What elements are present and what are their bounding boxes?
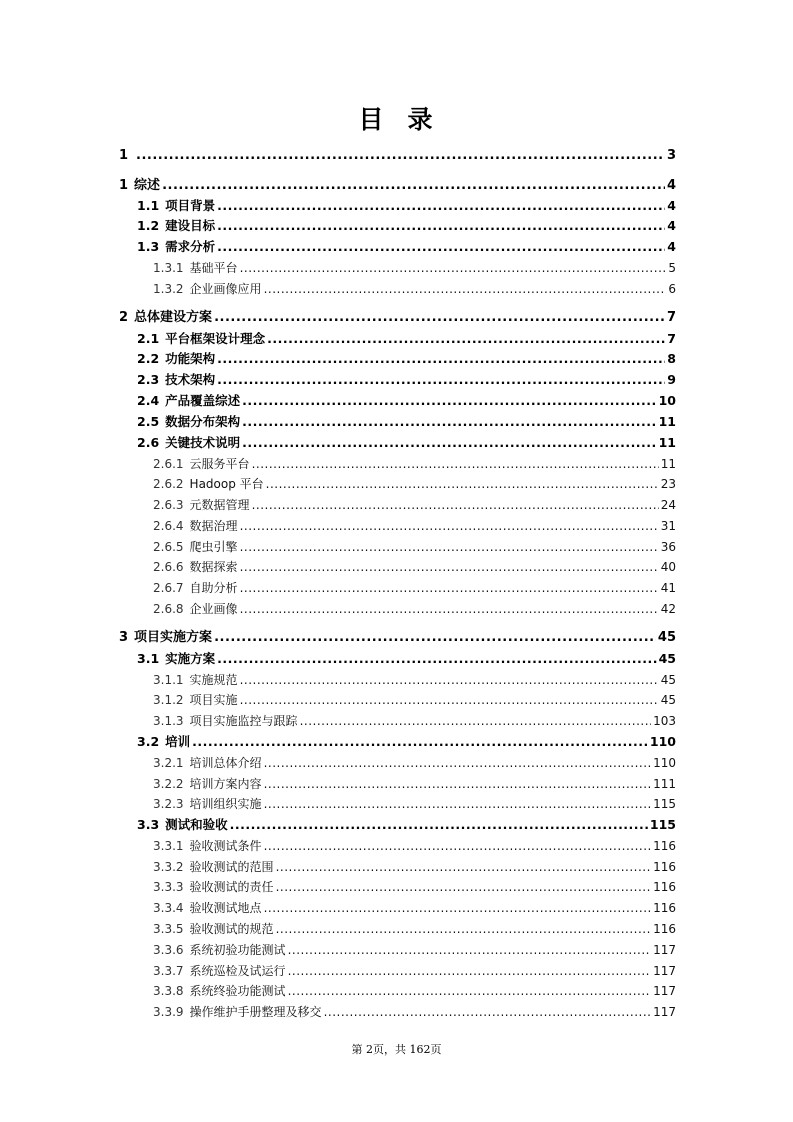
toc-page-number: 24: [660, 498, 676, 512]
toc-entry-number: 3: [119, 630, 129, 645]
toc-entry[interactable]: [153, 961, 676, 981]
toc-entry-title: 实施规范: [189, 673, 238, 687]
toc-entry-number: 2.4: [137, 393, 160, 408]
toc-entry-title: 培训: [165, 734, 191, 749]
toc-dot-leader: [264, 753, 652, 773]
toc-dot-leader: [242, 433, 656, 453]
toc-dot-leader: [136, 146, 665, 166]
toc-page-number: 117: [653, 943, 676, 957]
toc-entry-title: 验收测试的范围: [189, 860, 274, 874]
toc-entry-label: [153, 857, 274, 877]
toc-entry-number: 3.3.5: [153, 922, 184, 936]
toc-page-number: 4: [667, 239, 676, 254]
toc-dot-leader: [230, 815, 648, 835]
toc-page-number: 11: [658, 414, 676, 429]
toc-entry-label: [137, 370, 215, 390]
toc-dot-leader: [240, 557, 659, 577]
toc-page-number: 45: [658, 651, 676, 666]
toc-entry-title: 总体建设方案: [134, 310, 213, 325]
toc-dot-leader: [252, 495, 659, 515]
toc-page-number: 116: [653, 901, 676, 915]
toc-dot-leader: [324, 1002, 652, 1022]
toc-entry-label: [153, 599, 238, 619]
toc-entry[interactable]: [137, 815, 676, 835]
toc-entry-title: 项目实施: [189, 693, 238, 707]
toc-entry[interactable]: [153, 857, 676, 877]
toc-entry-title: 技术架构: [165, 372, 216, 387]
toc-dot-leader: [217, 370, 665, 390]
toc-entry-number: 1.2: [137, 218, 160, 233]
toc-entry-number: 3.3.8: [153, 984, 184, 998]
toc-page-number: 4: [666, 178, 676, 193]
toc-entry[interactable]: [137, 391, 676, 411]
toc-entry[interactable]: [153, 516, 676, 536]
toc-entry-label: [137, 732, 190, 752]
toc-entry-number: 2.2: [137, 351, 160, 366]
toc-dot-leader: [266, 474, 659, 494]
toc-entry[interactable]: [119, 308, 676, 328]
toc-page-number: 10: [658, 393, 676, 408]
toc-entry-title: 系统初验功能测试: [189, 943, 286, 957]
toc-entry-label: [137, 391, 240, 411]
toc-entry-number: 1: [119, 148, 129, 163]
toc-entry-title: 平台框架设计理念: [165, 331, 266, 346]
toc-entry-number: 3.1: [137, 651, 160, 666]
toc-entry[interactable]: [153, 898, 676, 918]
toc-entry-label: [153, 279, 262, 299]
toc-page-number: 115: [649, 817, 676, 832]
toc-entry-label: [153, 690, 238, 710]
toc-entry-title: 关键技术说明: [165, 435, 241, 450]
toc-dot-leader: [267, 329, 665, 349]
toc-entry[interactable]: [153, 794, 676, 814]
toc-page-number: 36: [660, 540, 676, 554]
toc-entry-number: 2.6.4: [153, 519, 184, 533]
toc-entry-number: 1.3.1: [153, 261, 184, 275]
toc-entry-title: 验收测试条件: [189, 839, 262, 853]
toc-entry-number: 2.6.6: [153, 560, 184, 574]
toc-dot-leader: [300, 711, 652, 731]
toc-dot-leader: [240, 258, 667, 278]
toc-entry-title: 培训组织实施: [189, 797, 262, 811]
toc-dot-leader: [214, 308, 665, 328]
toc-entry-label: [137, 412, 240, 432]
toc-entry-title: 元数据管理: [189, 498, 250, 512]
toc-entry-title: 云服务平台: [189, 457, 250, 471]
toc-dot-leader: [242, 412, 656, 432]
toc-entry-number: 2.6.5: [153, 540, 184, 554]
toc-entry-label: [153, 258, 238, 278]
toc-entry-label: [153, 578, 238, 598]
toc-page-number: 6: [668, 282, 676, 296]
toc-entry-number: 3.1.2: [153, 693, 184, 707]
toc-entry-title: 企业画像应用: [189, 282, 262, 296]
toc-entry-title: 实施方案: [165, 651, 216, 666]
toc-page-number: 7: [666, 310, 676, 325]
toc-entry[interactable]: [153, 774, 676, 794]
toc-page-number: 116: [653, 860, 676, 874]
toc-dot-leader: [242, 391, 656, 411]
toc-entry-label: [153, 753, 262, 773]
toc-dot-leader: [217, 196, 665, 216]
toc-page-number: 103: [653, 714, 676, 728]
toc-entry-title: 数据治理: [189, 519, 238, 533]
toc-entry-number: 1.1: [137, 198, 160, 213]
page-footer: 第 2页，共 162页: [351, 1043, 442, 1056]
toc-entry-label: [137, 815, 228, 835]
toc-dot-leader: [240, 578, 659, 598]
toc-entry[interactable]: [153, 690, 676, 710]
toc-entry-label: [137, 349, 215, 369]
toc-entry-number: 2.6.8: [153, 602, 184, 616]
toc-page-number: 110: [649, 734, 676, 749]
toc-entry-number: 3.3.2: [153, 860, 184, 874]
toc-entry[interactable]: [153, 599, 676, 619]
toc-entry-label: [153, 877, 274, 897]
toc-entry-title: 基础平台: [189, 261, 238, 275]
toc-entry[interactable]: [153, 836, 676, 856]
toc-dot-leader: [217, 216, 665, 236]
toc-entry-label: [153, 454, 250, 474]
toc-entry-number: 2.6.3: [153, 498, 184, 512]
toc-dot-leader: [264, 836, 652, 856]
toc-entry-number: 3.3.3: [153, 880, 184, 894]
toc-entry-title: 需求分析: [165, 239, 216, 254]
toc-entry-title: Hadoop 平台: [189, 477, 264, 491]
toc-page-number: 9: [667, 372, 676, 387]
toc-entry-label: [137, 196, 215, 216]
toc-page-number: 116: [653, 839, 676, 853]
toc-entry-title: 数据分布架构: [165, 414, 241, 429]
toc-entry-number: 3.2.3: [153, 797, 184, 811]
toc-dot-leader: [288, 940, 652, 960]
toc-entry-number: 3.3.1: [153, 839, 184, 853]
toc-title: [0, 100, 793, 136]
toc-entry-number: 3.3.7: [153, 964, 184, 978]
toc-entry-number: 2.6: [137, 435, 160, 450]
toc-entry-label: [119, 146, 134, 166]
toc-entry-label: [153, 981, 286, 1001]
toc-entry[interactable]: [153, 557, 676, 577]
toc-entry-label: [153, 774, 262, 794]
toc-entry[interactable]: [153, 981, 676, 1001]
toc-dot-leader: [276, 919, 652, 939]
toc-entry-title: 验收测试的规范: [189, 922, 274, 936]
toc-entry-label: [153, 940, 286, 960]
toc-entry[interactable]: [153, 537, 676, 557]
toc-entry-number: 3.2: [137, 734, 160, 749]
toc-entry-number: 2.6.2: [153, 477, 184, 491]
toc-entry[interactable]: [153, 454, 676, 474]
toc-entry[interactable]: [153, 258, 676, 278]
toc-entry-label: [137, 216, 215, 236]
toc-entry-label: [137, 433, 240, 453]
toc-entry-title: 自助分析: [189, 581, 238, 595]
toc-entry[interactable]: [153, 877, 676, 897]
toc-entry-number: 2.5: [137, 414, 160, 429]
toc-entry[interactable]: [137, 370, 676, 390]
toc-page-number: 31: [660, 519, 676, 533]
toc-entry-title: 项目实施方案: [134, 630, 213, 645]
toc-page-number: 11: [660, 457, 676, 471]
toc-page-number: 117: [653, 964, 676, 978]
toc-entry-number: 3.2.2: [153, 777, 184, 791]
toc-dot-leader: [240, 516, 659, 536]
toc-page-number: 7: [667, 331, 676, 346]
toc-page-number: 45: [657, 630, 676, 645]
toc-entry[interactable]: [119, 146, 676, 166]
toc-entry-label: [153, 474, 264, 494]
toc-page-number: 45: [660, 693, 676, 707]
toc-page-number: 111: [653, 777, 676, 791]
toc-entry-number: 3.3: [137, 817, 160, 832]
toc-entry[interactable]: [137, 329, 676, 349]
toc-entry-number: 3.3.4: [153, 901, 184, 915]
toc-entry[interactable]: [137, 349, 676, 369]
toc-page-number: 5: [668, 261, 676, 275]
toc-entry-title: 培训方案内容: [189, 777, 262, 791]
toc-entry-label: [153, 557, 238, 577]
toc-page-number: 116: [653, 922, 676, 936]
toc-entry-title: 产品覆盖综述: [165, 393, 241, 408]
toc-entry[interactable]: [137, 196, 676, 216]
toc-entry-label: [137, 237, 215, 257]
toc-dot-leader: [240, 537, 659, 557]
toc-entry-label: [137, 329, 265, 349]
toc-entry-number: 2.6.1: [153, 457, 184, 471]
toc-entry[interactable]: [119, 176, 676, 196]
toc-entry-number: 1: [119, 178, 129, 193]
toc-dot-leader: [264, 774, 652, 794]
toc-entry[interactable]: [153, 578, 676, 598]
toc-entry-title: 建设目标: [165, 218, 216, 233]
toc-entry[interactable]: [137, 649, 676, 669]
toc-entry-title: 综述: [134, 178, 161, 193]
toc-title-char-2: 录: [407, 105, 435, 134]
toc-entry[interactable]: [137, 433, 676, 453]
toc-entry-number: 1.3.2: [153, 282, 184, 296]
toc-page-number: 41: [660, 581, 676, 595]
toc-entry[interactable]: [119, 628, 676, 648]
toc-entry[interactable]: [153, 711, 676, 731]
toc-dot-leader: [276, 857, 652, 877]
toc-entry-number: 3.3.6: [153, 943, 184, 957]
toc-page-number: 110: [653, 756, 676, 770]
toc-entry-number: 2.1: [137, 331, 160, 346]
toc-dot-leader: [288, 981, 652, 1001]
toc-entry-number: 3.2.1: [153, 756, 184, 770]
toc-dot-leader: [240, 670, 659, 690]
toc-dot-leader: [192, 732, 648, 752]
toc-entry[interactable]: [153, 495, 676, 515]
toc-entry[interactable]: [153, 670, 676, 690]
toc-page-number: 115: [653, 797, 676, 811]
toc-dot-leader: [214, 628, 656, 648]
toc-entry[interactable]: [153, 919, 676, 939]
toc-dot-leader: [240, 599, 659, 619]
toc-entry-label: [119, 628, 212, 648]
toc-entry-label: [119, 176, 160, 196]
toc-page-number: 117: [653, 1005, 676, 1019]
toc-entry-number: 3.1.1: [153, 673, 184, 687]
toc-page-number: 116: [653, 880, 676, 894]
toc-entry-label: [153, 898, 262, 918]
toc-dot-leader: [276, 877, 652, 897]
toc-page-number: 8: [667, 351, 676, 366]
toc-entry[interactable]: [137, 412, 676, 432]
toc-entry-title: 项目实施监控与跟踪: [189, 714, 298, 728]
toc-dot-leader: [217, 349, 665, 369]
toc-entry[interactable]: [137, 237, 676, 257]
toc-entry-number: 2.6.7: [153, 581, 184, 595]
toc-entry-title: 验收测试地点: [189, 901, 262, 915]
toc-entry-number: 2: [119, 310, 129, 325]
toc-entry[interactable]: [137, 216, 676, 236]
toc-dot-leader: [162, 176, 665, 196]
toc-entry-label: [153, 919, 274, 939]
toc-entry-title: 操作维护手册整理及移交: [189, 1005, 322, 1019]
toc-entry-title: 系统巡检及试运行: [189, 964, 286, 978]
toc-entry-number: 2.3: [137, 372, 160, 387]
toc-entry-label: [153, 836, 262, 856]
toc-entry-label: [153, 516, 238, 536]
toc-page-number: 4: [667, 218, 676, 233]
toc-page-number: 4: [667, 198, 676, 213]
toc-dot-leader: [264, 898, 652, 918]
toc-entry-title: 系统终验功能测试: [189, 984, 286, 998]
toc-entry-label: [153, 495, 250, 515]
toc-entry-label: [153, 961, 286, 981]
toc-entry-label: [153, 794, 262, 814]
toc-dot-leader: [264, 279, 667, 299]
toc-entry[interactable]: [153, 474, 676, 494]
toc-entry[interactable]: [153, 940, 676, 960]
toc-entry[interactable]: [153, 279, 676, 299]
toc-page-number: 11: [658, 435, 676, 450]
toc-entry-label: [153, 537, 238, 557]
toc-entry-number: 3.1.3: [153, 714, 184, 728]
toc-entry-title: 爬虫引擎: [189, 540, 238, 554]
toc-entry-title: 验收测试的责任: [189, 880, 274, 894]
toc-page-number: 3: [666, 148, 676, 163]
toc-title-char-1: 目: [358, 105, 386, 134]
toc-entry-number: 1.3: [137, 239, 160, 254]
toc-dot-leader: [217, 649, 656, 669]
toc-page-number: 42: [660, 602, 676, 616]
toc-dot-leader: [240, 690, 659, 710]
toc-dot-leader: [264, 794, 652, 814]
toc-entry-title: 培训总体介绍: [189, 756, 262, 770]
toc-entry-title: 测试和验收: [165, 817, 228, 832]
toc-entry-label: [153, 1002, 322, 1022]
toc-dot-leader: [217, 237, 665, 257]
toc-dot-leader: [252, 454, 659, 474]
toc-dot-leader: [288, 961, 652, 981]
toc-entry-title: 功能架构: [165, 351, 216, 366]
toc-page-number: 40: [660, 560, 676, 574]
toc-entry-label: [119, 308, 212, 328]
toc-entry-label: [153, 670, 238, 690]
toc-page-number: 23: [660, 477, 676, 491]
toc-entry[interactable]: [153, 1002, 676, 1022]
toc-entry-number: 3.3.9: [153, 1005, 184, 1019]
toc-entry-title: 项目背景: [165, 198, 216, 213]
toc-entry[interactable]: [137, 732, 676, 752]
toc-entry-title: 企业画像: [189, 602, 238, 616]
toc-entry-label: [153, 711, 298, 731]
toc-entry[interactable]: [153, 753, 676, 773]
toc-entry-label: [137, 649, 215, 669]
toc-page-number: 117: [653, 984, 676, 998]
toc-page-number: 45: [660, 673, 676, 687]
toc-entry-title: 数据探索: [189, 560, 238, 574]
